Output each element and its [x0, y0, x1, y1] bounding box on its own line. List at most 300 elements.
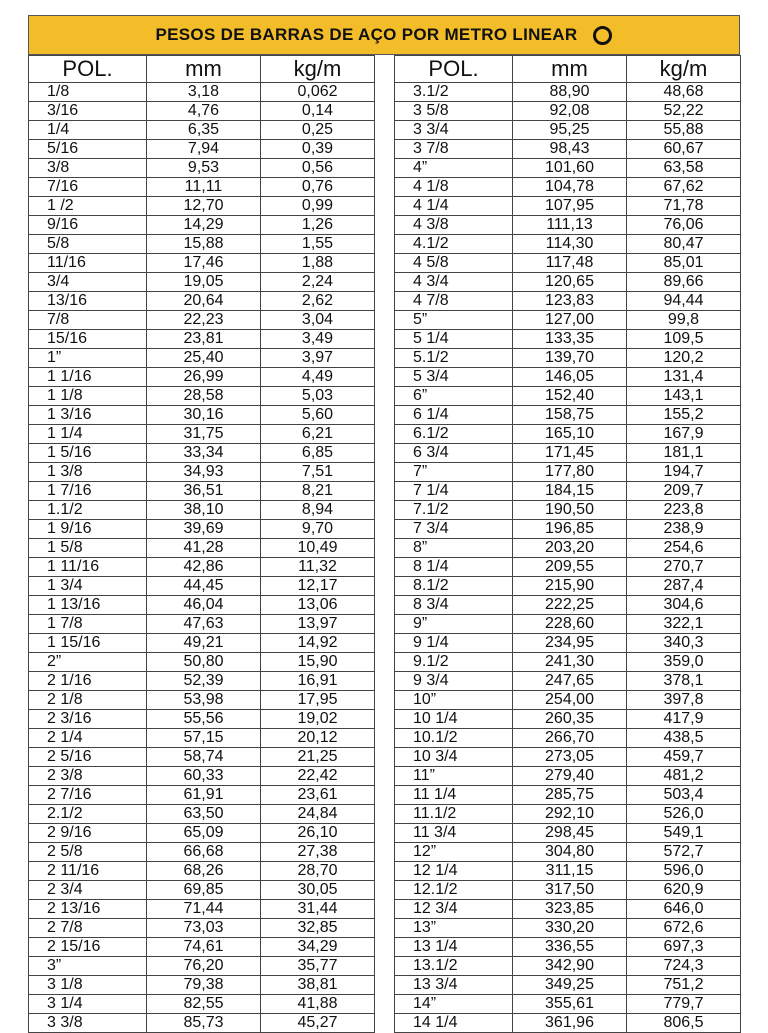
- cell-pol: 3 3/4: [395, 121, 513, 140]
- cell-pol: 12”: [395, 843, 513, 862]
- table-row: [395, 216, 741, 235]
- table-row: [395, 311, 741, 330]
- cell-mm: 203,20: [513, 539, 627, 558]
- cell-kg: 0,56: [261, 159, 375, 178]
- cell-kg: 572,7: [627, 843, 741, 862]
- table-row: [395, 710, 741, 729]
- table-row: [395, 900, 741, 919]
- cell-kg: 751,2: [627, 976, 741, 995]
- table-row: [395, 805, 741, 824]
- cell-mm: 215,90: [513, 577, 627, 596]
- cell-kg: 55,88: [627, 121, 741, 140]
- cell-kg: 85,01: [627, 254, 741, 273]
- table-row: [395, 235, 741, 254]
- cell-pol: 3”: [29, 957, 147, 976]
- cell-mm: 266,70: [513, 729, 627, 748]
- cell-kg: 0,25: [261, 121, 375, 140]
- cell-kg: 23,61: [261, 786, 375, 805]
- cell-pol: 9.1/2: [395, 653, 513, 672]
- cell-pol: 11 1/4: [395, 786, 513, 805]
- cell-kg: 80,47: [627, 235, 741, 254]
- cell-kg: 0,39: [261, 140, 375, 159]
- table-row: [395, 444, 741, 463]
- table-row: [395, 577, 741, 596]
- cell-pol: 13.1/2: [395, 957, 513, 976]
- cell-pol: 1/8: [29, 83, 147, 102]
- cell-pol: 14”: [395, 995, 513, 1014]
- cell-kg: 397,8: [627, 691, 741, 710]
- cell-mm: 74,61: [147, 938, 261, 957]
- table-row: [395, 843, 741, 862]
- cell-kg: 71,78: [627, 197, 741, 216]
- table-row: [395, 919, 741, 938]
- cell-kg: 67,62: [627, 178, 741, 197]
- table-row: [29, 976, 375, 995]
- cell-pol: 1 3/8: [29, 463, 147, 482]
- cell-mm: 60,33: [147, 767, 261, 786]
- cell-kg: 31,44: [261, 900, 375, 919]
- cell-mm: 241,30: [513, 653, 627, 672]
- cell-mm: 171,45: [513, 444, 627, 463]
- cell-mm: 279,40: [513, 767, 627, 786]
- cell-pol: 5/8: [29, 235, 147, 254]
- cell-kg: 48,68: [627, 83, 741, 102]
- weights-sheet: [28, 15, 740, 1031]
- cell-kg: 6,21: [261, 425, 375, 444]
- cell-mm: 52,39: [147, 672, 261, 691]
- cell-mm: 9,53: [147, 159, 261, 178]
- cell-mm: 95,25: [513, 121, 627, 140]
- cell-mm: 17,46: [147, 254, 261, 273]
- cell-mm: 228,60: [513, 615, 627, 634]
- cell-mm: 41,28: [147, 539, 261, 558]
- cell-mm: 184,15: [513, 482, 627, 501]
- cell-mm: 222,25: [513, 596, 627, 615]
- table-row: [395, 653, 741, 672]
- cell-pol: 9 3/4: [395, 672, 513, 691]
- cell-kg: 697,3: [627, 938, 741, 957]
- cell-pol: 5 1/4: [395, 330, 513, 349]
- cell-kg: 8,21: [261, 482, 375, 501]
- cell-pol: 7 3/4: [395, 520, 513, 539]
- cell-mm: 92,08: [513, 102, 627, 121]
- cell-kg: 254,6: [627, 539, 741, 558]
- table-row: [29, 539, 375, 558]
- table-row: [29, 558, 375, 577]
- table-row: [395, 596, 741, 615]
- cell-pol: 4”: [395, 159, 513, 178]
- cell-kg: 724,3: [627, 957, 741, 976]
- cell-mm: 146,05: [513, 368, 627, 387]
- cell-pol: 1.1/2: [29, 501, 147, 520]
- cell-pol: 2”: [29, 653, 147, 672]
- cell-mm: 158,75: [513, 406, 627, 425]
- cell-kg: 5,03: [261, 387, 375, 406]
- cell-mm: 31,75: [147, 425, 261, 444]
- cell-kg: 13,97: [261, 615, 375, 634]
- table-row: [29, 235, 375, 254]
- table-row: [29, 140, 375, 159]
- cell-kg: 89,66: [627, 273, 741, 292]
- cell-mm: 66,68: [147, 843, 261, 862]
- table-row: [395, 178, 741, 197]
- cell-mm: 123,83: [513, 292, 627, 311]
- cell-kg: 359,0: [627, 653, 741, 672]
- cell-mm: 34,93: [147, 463, 261, 482]
- table-row: [395, 463, 741, 482]
- table-row: [395, 520, 741, 539]
- cell-kg: 38,81: [261, 976, 375, 995]
- cell-kg: 11,32: [261, 558, 375, 577]
- cell-kg: 12,17: [261, 577, 375, 596]
- table-row: [29, 349, 375, 368]
- table-row: [29, 368, 375, 387]
- cell-mm: 101,60: [513, 159, 627, 178]
- cell-pol: 15/16: [29, 330, 147, 349]
- page-title: PESOS DE BARRAS DE AÇO POR METRO LINEAR: [155, 25, 578, 44]
- cell-mm: 117,48: [513, 254, 627, 273]
- table-row: [395, 102, 741, 121]
- cell-kg: 1,88: [261, 254, 375, 273]
- cell-mm: 104,78: [513, 178, 627, 197]
- table-row: [395, 159, 741, 178]
- cell-kg: 7,51: [261, 463, 375, 482]
- cell-pol: 5/16: [29, 140, 147, 159]
- cell-kg: 1,55: [261, 235, 375, 254]
- cell-pol: 6 3/4: [395, 444, 513, 463]
- cell-kg: 94,44: [627, 292, 741, 311]
- cell-pol: 3/16: [29, 102, 147, 121]
- table-row: [29, 178, 375, 197]
- cell-pol: 2 7/8: [29, 919, 147, 938]
- table-row: [395, 862, 741, 881]
- table-row: [29, 900, 375, 919]
- cell-pol: 13/16: [29, 292, 147, 311]
- table-row: [395, 558, 741, 577]
- cell-mm: 349,25: [513, 976, 627, 995]
- table-row: [395, 691, 741, 710]
- table-row: [29, 634, 375, 653]
- table-row: [29, 938, 375, 957]
- cell-pol: 2 1/4: [29, 729, 147, 748]
- cell-pol: 2 7/16: [29, 786, 147, 805]
- cell-mm: 120,65: [513, 273, 627, 292]
- cell-mm: 127,00: [513, 311, 627, 330]
- table-row: [395, 330, 741, 349]
- cell-mm: 177,80: [513, 463, 627, 482]
- table-row: [29, 881, 375, 900]
- cell-mm: 114,30: [513, 235, 627, 254]
- cell-pol: 2 1/16: [29, 672, 147, 691]
- cell-kg: 503,4: [627, 786, 741, 805]
- cell-mm: 82,55: [147, 995, 261, 1014]
- cell-mm: 58,74: [147, 748, 261, 767]
- cell-kg: 549,1: [627, 824, 741, 843]
- cell-kg: 9,70: [261, 520, 375, 539]
- cell-kg: 526,0: [627, 805, 741, 824]
- cell-pol: 2 1/8: [29, 691, 147, 710]
- cell-kg: 3,49: [261, 330, 375, 349]
- table-row: [395, 672, 741, 691]
- table-row: [395, 634, 741, 653]
- cell-pol: 12 1/4: [395, 862, 513, 881]
- title-banner: [28, 15, 740, 55]
- cell-pol: 4 1/8: [395, 178, 513, 197]
- cell-kg: 223,8: [627, 501, 741, 520]
- cell-kg: 27,38: [261, 843, 375, 862]
- table-row: [29, 767, 375, 786]
- table-row: [395, 539, 741, 558]
- cell-mm: 22,23: [147, 311, 261, 330]
- cell-kg: 52,22: [627, 102, 741, 121]
- table-row: [29, 501, 375, 520]
- cell-kg: 15,90: [261, 653, 375, 672]
- cell-kg: 5,60: [261, 406, 375, 425]
- cell-pol: 9/16: [29, 216, 147, 235]
- header-mm: mm: [513, 56, 627, 83]
- cell-mm: 3,18: [147, 83, 261, 102]
- cell-mm: 317,50: [513, 881, 627, 900]
- cell-kg: 209,7: [627, 482, 741, 501]
- cell-pol: 9 1/4: [395, 634, 513, 653]
- cell-pol: 4 5/8: [395, 254, 513, 273]
- table-row: [29, 919, 375, 938]
- cell-pol: 2 13/16: [29, 900, 147, 919]
- cell-pol: 1 7/8: [29, 615, 147, 634]
- table-row: [29, 957, 375, 976]
- cell-pol: 5.1/2: [395, 349, 513, 368]
- cell-mm: 152,40: [513, 387, 627, 406]
- cell-mm: 49,21: [147, 634, 261, 653]
- cell-pol: 1 1/4: [29, 425, 147, 444]
- cell-kg: 596,0: [627, 862, 741, 881]
- cell-pol: 1 13/16: [29, 596, 147, 615]
- cell-kg: 120,2: [627, 349, 741, 368]
- cell-mm: 139,70: [513, 349, 627, 368]
- cell-mm: 336,55: [513, 938, 627, 957]
- cell-pol: 8 3/4: [395, 596, 513, 615]
- cell-kg: 779,7: [627, 995, 741, 1014]
- cell-pol: 2 15/16: [29, 938, 147, 957]
- cell-kg: 2,62: [261, 292, 375, 311]
- cell-pol: 7/16: [29, 178, 147, 197]
- cell-kg: 99,8: [627, 311, 741, 330]
- cell-mm: 30,16: [147, 406, 261, 425]
- table-row: [395, 197, 741, 216]
- table-row: [29, 254, 375, 273]
- table-row: [29, 482, 375, 501]
- header-mm: mm: [147, 56, 261, 83]
- cell-kg: 378,1: [627, 672, 741, 691]
- cell-mm: 23,81: [147, 330, 261, 349]
- table-row: [395, 1014, 741, 1033]
- cell-kg: 270,7: [627, 558, 741, 577]
- cell-pol: 2 3/8: [29, 767, 147, 786]
- table-row: [29, 805, 375, 824]
- cell-kg: 32,85: [261, 919, 375, 938]
- cell-pol: 11/16: [29, 254, 147, 273]
- cell-kg: 63,58: [627, 159, 741, 178]
- cell-mm: 355,61: [513, 995, 627, 1014]
- table-row: [395, 957, 741, 976]
- cell-pol: 3 3/8: [29, 1014, 147, 1033]
- table-row: [29, 102, 375, 121]
- cell-pol: 1 7/16: [29, 482, 147, 501]
- cell-pol: 9”: [395, 615, 513, 634]
- cell-mm: 69,85: [147, 881, 261, 900]
- cell-pol: 1 3/4: [29, 577, 147, 596]
- cell-mm: 42,86: [147, 558, 261, 577]
- cell-mm: 28,58: [147, 387, 261, 406]
- cell-pol: 11”: [395, 767, 513, 786]
- table-row: [29, 615, 375, 634]
- table-row: [29, 311, 375, 330]
- header-pol: POL.: [29, 56, 147, 83]
- cell-mm: 6,35: [147, 121, 261, 140]
- cell-mm: 85,73: [147, 1014, 261, 1033]
- cell-mm: 285,75: [513, 786, 627, 805]
- cell-mm: 68,26: [147, 862, 261, 881]
- cell-mm: 15,88: [147, 235, 261, 254]
- cell-pol: 2 11/16: [29, 862, 147, 881]
- cell-mm: 111,13: [513, 216, 627, 235]
- cell-mm: 292,10: [513, 805, 627, 824]
- table-row: [395, 729, 741, 748]
- cell-pol: 4 7/8: [395, 292, 513, 311]
- table-row: [29, 596, 375, 615]
- table-row: [395, 140, 741, 159]
- cell-kg: 131,4: [627, 368, 741, 387]
- cell-mm: 11,11: [147, 178, 261, 197]
- header-kg: kg/m: [261, 56, 375, 83]
- table-row: [29, 672, 375, 691]
- cell-mm: 7,94: [147, 140, 261, 159]
- table-row: [29, 463, 375, 482]
- cell-pol: 6”: [395, 387, 513, 406]
- cell-mm: 73,03: [147, 919, 261, 938]
- cell-mm: 260,35: [513, 710, 627, 729]
- cell-pol: 4 3/8: [395, 216, 513, 235]
- table-row: [395, 786, 741, 805]
- table-row: [29, 406, 375, 425]
- cell-mm: 26,99: [147, 368, 261, 387]
- cell-pol: 13”: [395, 919, 513, 938]
- cell-mm: 4,76: [147, 102, 261, 121]
- cell-kg: 34,29: [261, 938, 375, 957]
- cell-kg: 8,94: [261, 501, 375, 520]
- table-row: [29, 387, 375, 406]
- table-row: [29, 748, 375, 767]
- cell-kg: 806,5: [627, 1014, 741, 1033]
- cell-kg: 0,76: [261, 178, 375, 197]
- cell-pol: 10.1/2: [395, 729, 513, 748]
- cell-mm: 71,44: [147, 900, 261, 919]
- cell-kg: 10,49: [261, 539, 375, 558]
- table-row: [395, 254, 741, 273]
- cell-pol: 10 1/4: [395, 710, 513, 729]
- cell-kg: 3,97: [261, 349, 375, 368]
- cell-mm: 79,38: [147, 976, 261, 995]
- table-row: [395, 615, 741, 634]
- table-row: [395, 501, 741, 520]
- cell-pol: 1 3/16: [29, 406, 147, 425]
- cell-mm: 165,10: [513, 425, 627, 444]
- table-row: [29, 843, 375, 862]
- cell-pol: 3/4: [29, 273, 147, 292]
- cell-kg: 41,88: [261, 995, 375, 1014]
- cell-pol: 12.1/2: [395, 881, 513, 900]
- table-row: [395, 387, 741, 406]
- cell-mm: 311,15: [513, 862, 627, 881]
- cell-mm: 361,96: [513, 1014, 627, 1033]
- cell-kg: 459,7: [627, 748, 741, 767]
- cell-kg: 181,1: [627, 444, 741, 463]
- table-row: [29, 710, 375, 729]
- cell-mm: 50,80: [147, 653, 261, 672]
- cell-mm: 46,04: [147, 596, 261, 615]
- cell-mm: 57,15: [147, 729, 261, 748]
- table-row: [29, 292, 375, 311]
- cell-kg: 4,49: [261, 368, 375, 387]
- cell-pol: 1 11/16: [29, 558, 147, 577]
- cell-mm: 254,00: [513, 691, 627, 710]
- table-row: [395, 482, 741, 501]
- table-row: [29, 159, 375, 178]
- cell-kg: 2,24: [261, 273, 375, 292]
- cell-kg: 481,2: [627, 767, 741, 786]
- cell-mm: 190,50: [513, 501, 627, 520]
- cell-pol: 7.1/2: [395, 501, 513, 520]
- cell-kg: 0,062: [261, 83, 375, 102]
- cell-kg: 20,12: [261, 729, 375, 748]
- cell-kg: 19,02: [261, 710, 375, 729]
- cell-mm: 107,95: [513, 197, 627, 216]
- cell-mm: 196,85: [513, 520, 627, 539]
- cell-mm: 39,69: [147, 520, 261, 539]
- header-kg: kg/m: [627, 56, 741, 83]
- cell-kg: 0,99: [261, 197, 375, 216]
- tables-area: [28, 55, 740, 1031]
- cell-pol: 2.1/2: [29, 805, 147, 824]
- table-row: [395, 273, 741, 292]
- cell-pol: 3 7/8: [395, 140, 513, 159]
- cell-kg: 14,92: [261, 634, 375, 653]
- cell-pol: 4 3/4: [395, 273, 513, 292]
- header-pol: POL.: [395, 56, 513, 83]
- cell-kg: 646,0: [627, 900, 741, 919]
- table-row: [29, 995, 375, 1014]
- table-row: [29, 425, 375, 444]
- cell-pol: 10 3/4: [395, 748, 513, 767]
- cell-pol: 1 15/16: [29, 634, 147, 653]
- cell-mm: 323,85: [513, 900, 627, 919]
- table-row: [29, 786, 375, 805]
- cell-mm: 36,51: [147, 482, 261, 501]
- cell-kg: 194,7: [627, 463, 741, 482]
- cell-kg: 28,70: [261, 862, 375, 881]
- cell-kg: 6,85: [261, 444, 375, 463]
- cell-kg: 76,06: [627, 216, 741, 235]
- cell-kg: 1,26: [261, 216, 375, 235]
- cell-mm: 19,05: [147, 273, 261, 292]
- table-row: [29, 216, 375, 235]
- cell-kg: 287,4: [627, 577, 741, 596]
- cell-kg: 35,77: [261, 957, 375, 976]
- cell-mm: 298,45: [513, 824, 627, 843]
- cell-pol: 7”: [395, 463, 513, 482]
- cell-mm: 12,70: [147, 197, 261, 216]
- table-row: [29, 691, 375, 710]
